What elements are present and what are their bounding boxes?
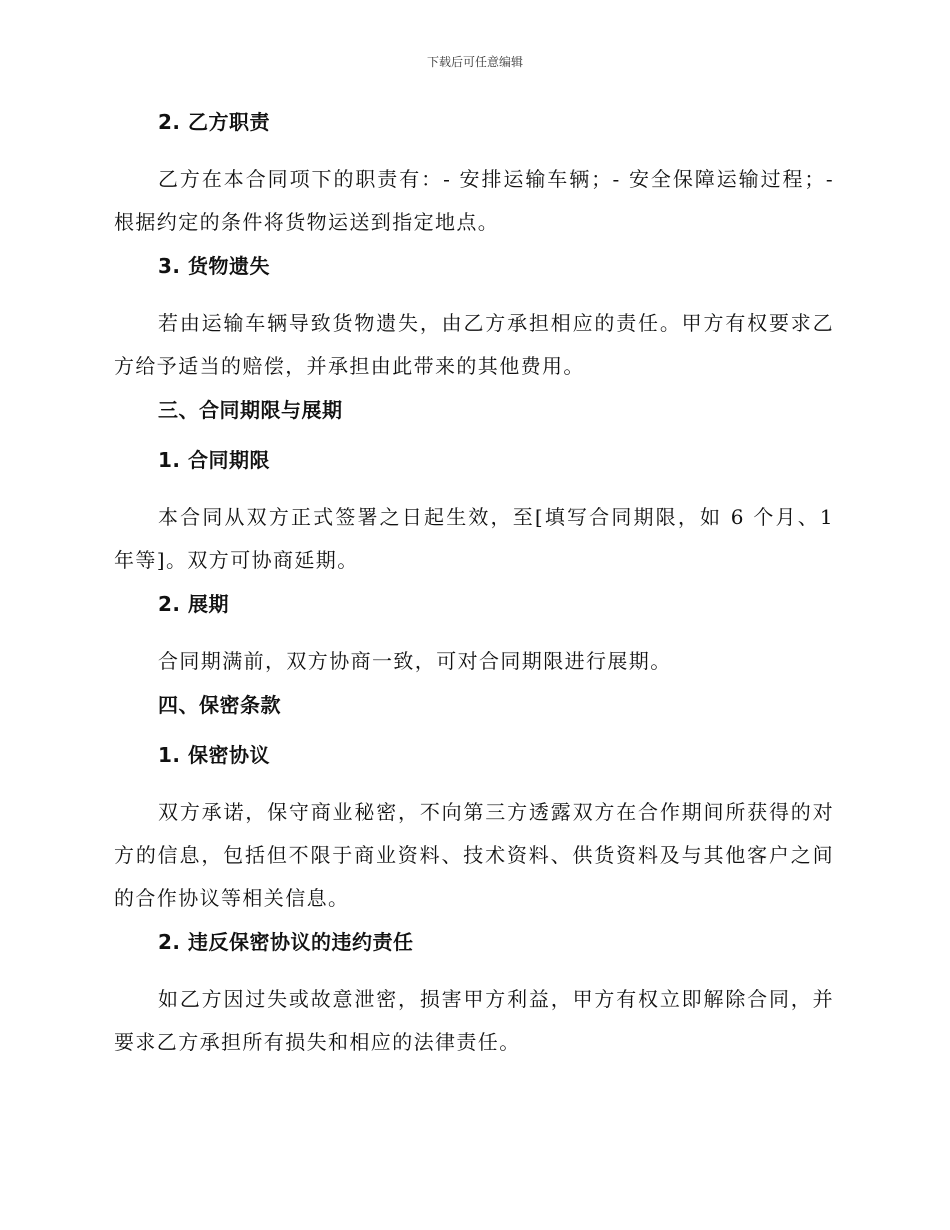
- paragraph-contract-term: 本合同从双方正式签署之日起生效，至[填写合同期限，如 6 个月、1 年等]。双方可协商延期。: [114, 505, 834, 572]
- document-body: [114, 108, 834, 1072]
- paragraph-extension: 合同期满前，双方协商一致，可对合同期限进行展期。: [158, 649, 672, 673]
- heading-party-b-duties: 2. 乙方职责: [158, 110, 270, 134]
- heading-section-three: 三、合同期限与展期: [158, 398, 343, 422]
- heading-breach-liability: 2. 违反保密协议的违约责任: [158, 930, 414, 954]
- heading-section-four: 四、保密条款: [158, 693, 281, 717]
- paragraph-breach-liability: 如乙方因过失或故意泄密，损害甲方利益，甲方有权立即解除合同，并要求乙方承担所有损失和相应的法律责任。: [114, 987, 834, 1054]
- paragraph-goods-loss: 若由运输车辆导致货物遗失，由乙方承担相应的责任。甲方有权要求乙方给予适当的赔偿，并承担由此带来的其他费用。: [114, 311, 834, 378]
- page-header: 下载后可任意编辑: [426, 55, 523, 69]
- heading-confidentiality-agreement: 1. 保密协议: [158, 743, 270, 767]
- heading-contract-term: 1. 合同期限: [158, 448, 270, 472]
- heading-goods-loss: 3. 货物遗失: [158, 254, 270, 278]
- heading-extension: 2. 展期: [158, 592, 229, 616]
- paragraph-party-b-duties: 乙方在本合同项下的职责有：- 安排运输车辆；- 安全保障运输过程；- 根据约定的条件将货物运送到指定地点。: [114, 167, 834, 234]
- paragraph-confidentiality-agreement: 双方承诺，保守商业秘密，不向第三方透露双方在合作期间所获得的对方的信息，包括但不限于商业资料、技术资料、供货资料及与其他客户之间的合作协议等相关信息。: [114, 800, 834, 910]
